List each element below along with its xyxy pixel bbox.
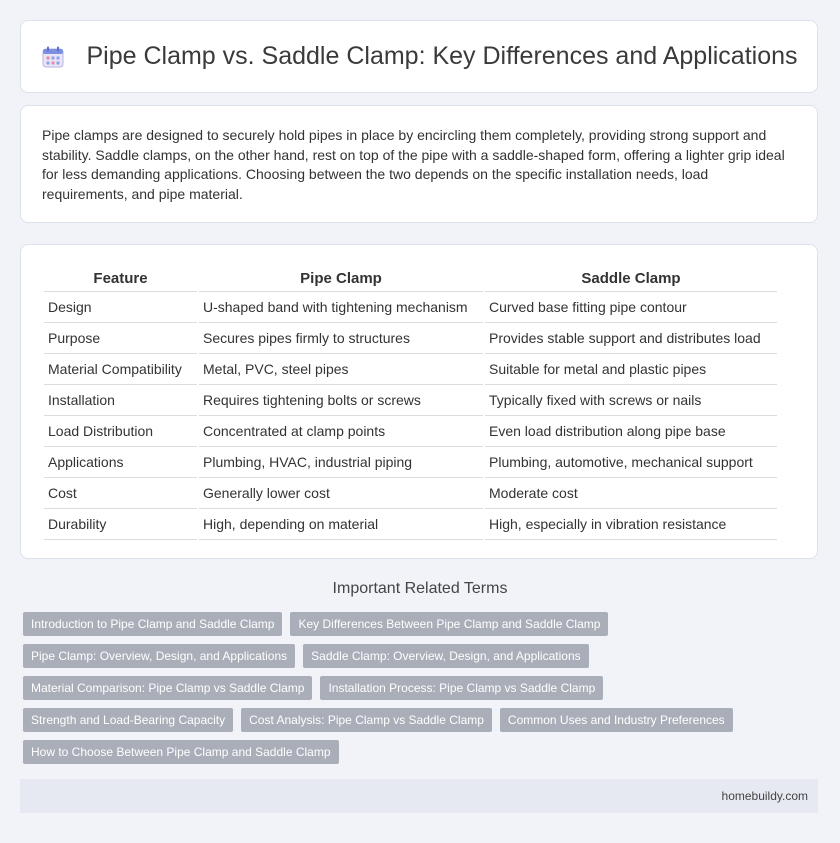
- related-term-tag[interactable]: Pipe Clamp: Overview, Design, and Applications: [23, 644, 295, 668]
- comparison-table: [42, 265, 779, 540]
- table-row: [44, 385, 777, 416]
- related-term-tag[interactable]: Installation Process: Pipe Clamp vs Saddle Clamp: [320, 676, 603, 700]
- header-saddle-clamp: Saddle Clamp: [485, 265, 777, 292]
- related-terms-title: Important Related Terms: [332, 580, 508, 597]
- table-cell: Typically fixed with screws or nails: [485, 385, 777, 416]
- header-feature: Feature: [44, 265, 197, 292]
- table-cell: Generally lower cost: [199, 478, 483, 509]
- footer: [20, 779, 818, 813]
- table-cell: Even load distribution along pipe base: [485, 416, 777, 447]
- related-term-tag[interactable]: Saddle Clamp: Overview, Design, and Applications: [303, 644, 588, 668]
- table-cell: Requires tightening bolts or screws: [199, 385, 483, 416]
- calendar-icon: [40, 44, 66, 70]
- table-cell: Applications: [44, 447, 197, 478]
- related-term-tag[interactable]: Common Uses and Industry Preferences: [500, 708, 733, 732]
- table-cell: Durability: [44, 509, 197, 540]
- related-term-tag[interactable]: Strength and Load-Bearing Capacity: [23, 708, 233, 732]
- table-cell: Material Compatibility: [44, 354, 197, 385]
- table-card: [20, 244, 818, 559]
- related-terms-list: [23, 612, 819, 772]
- table-row: [44, 447, 777, 478]
- title-card: [20, 20, 818, 93]
- table-row: [44, 509, 777, 540]
- header-pipe-clamp: Pipe Clamp: [199, 265, 483, 292]
- table-cell: Curved base fitting pipe contour: [485, 292, 777, 323]
- table-cell: Provides stable support and distributes load: [485, 323, 777, 354]
- table-cell: Plumbing, automotive, mechanical support: [485, 447, 777, 478]
- table-cell: Cost: [44, 478, 197, 509]
- table-cell: Concentrated at clamp points: [199, 416, 483, 447]
- table-cell: U-shaped band with tightening mechanism: [199, 292, 483, 323]
- related-term-tag[interactable]: Introduction to Pipe Clamp and Saddle Clamp: [23, 612, 282, 636]
- table-row: [44, 416, 777, 447]
- table-cell: Suitable for metal and plastic pipes: [485, 354, 777, 385]
- footer-site-name[interactable]: homebuildy.com: [721, 789, 808, 803]
- related-term-tag[interactable]: How to Choose Between Pipe Clamp and Saddle Clamp: [23, 740, 339, 764]
- related-term-tag[interactable]: Key Differences Between Pipe Clamp and Saddle Clamp: [290, 612, 608, 636]
- table-cell: Load Distribution: [44, 416, 197, 447]
- table-cell: Moderate cost: [485, 478, 777, 509]
- table-row: [44, 292, 777, 323]
- table-cell: Design: [44, 292, 197, 323]
- table-cell: Metal, PVC, steel pipes: [199, 354, 483, 385]
- table-cell: Plumbing, HVAC, industrial piping: [199, 447, 483, 478]
- related-term-tag[interactable]: Material Comparison: Pipe Clamp vs Saddle Clamp: [23, 676, 312, 700]
- table-cell: High, especially in vibration resistance: [485, 509, 777, 540]
- page-title: Pipe Clamp vs. Saddle Clamp: Key Differences and Applications: [86, 42, 798, 70]
- table-cell: Secures pipes firmly to structures: [199, 323, 483, 354]
- related-term-tag[interactable]: Cost Analysis: Pipe Clamp vs Saddle Clamp: [241, 708, 492, 732]
- table-cell: High, depending on material: [199, 509, 483, 540]
- intro-card: [20, 105, 818, 223]
- intro-paragraph: Pipe clamps are designed to securely hold pipes in place by encircling them completely, providing strong support and stability. Saddle clamps, on the other hand, rest on top of the pipe with a saddle-shaped form, offering a lighter grip ideal for less demanding applications. Choosing between the two depends on the specific installation needs, load requirements, and pipe material.: [42, 127, 785, 202]
- table-cell: Installation: [44, 385, 197, 416]
- table-row: [44, 323, 777, 354]
- table-header-row: [44, 265, 777, 292]
- table-row: [44, 478, 777, 509]
- table-cell: Purpose: [44, 323, 197, 354]
- table-row: [44, 354, 777, 385]
